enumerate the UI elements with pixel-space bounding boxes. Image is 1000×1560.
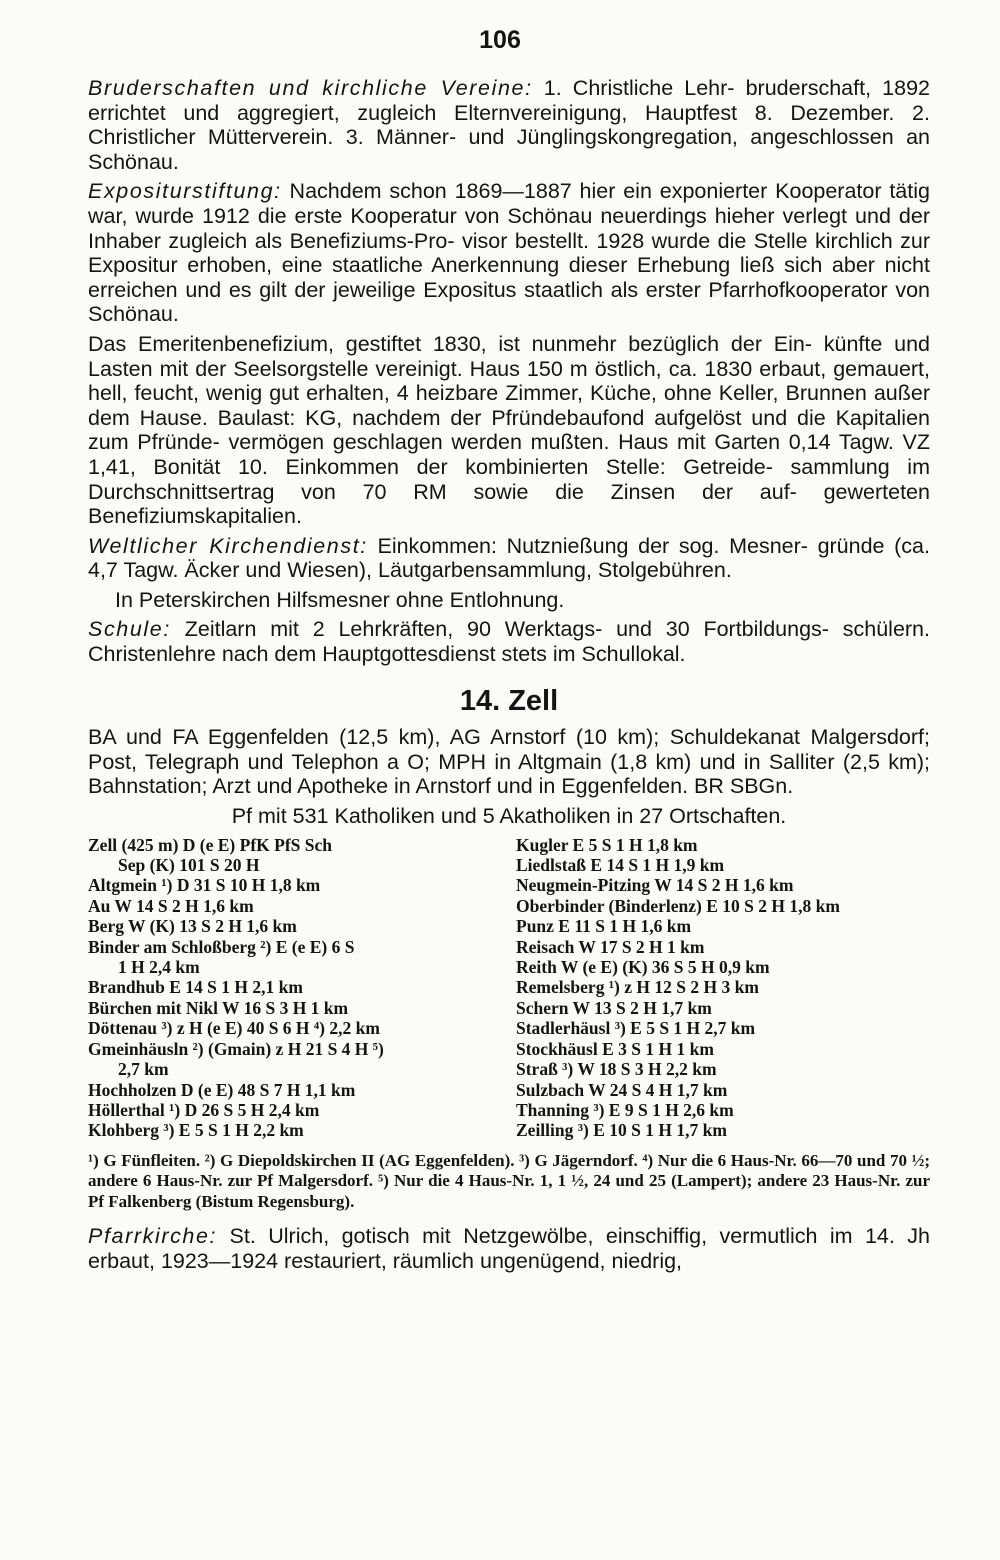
paragraph-kirchendienst xyxy=(88,534,930,583)
footnote-line: 4 Haus-Nr. 1, 1 ½, 24 und 25 (Lampert); andere 23 Haus-Nr. zur Pf Falkenberg (Bistum xyxy=(88,1171,931,1211)
text-line: Malgersdorf; Post, Telegraph und Telephon a O; MPH in Altgmain (1,8 km) xyxy=(88,725,930,774)
place-row: Höllerthal ¹) D 26 S 5 H 2,4 km xyxy=(88,1099,320,1120)
page-number: 106 xyxy=(479,26,521,54)
paragraph-bruderschaften xyxy=(88,76,930,174)
section-title: 14. Zell xyxy=(459,684,559,717)
place-row: 2,7 km xyxy=(118,1059,169,1080)
paragraph-expositurstiftung xyxy=(88,179,930,327)
text-line: Nachdem schon 1869—1887 hier ein exponierter xyxy=(289,179,768,204)
place-row: Kugler E 5 S 1 H 1,8 km xyxy=(516,834,698,855)
text-line: BA und FA Eggenfelden (12,5 km), AG Arnstorf (10 km); Schuldekanat xyxy=(88,725,800,750)
text-line: Jünglingskongregation, angeschlossen an Schönau. xyxy=(88,125,930,174)
place-row: Hochholzen D (e E) 48 S 7 H 1,1 km xyxy=(88,1079,356,1100)
page-body xyxy=(88,76,930,1278)
place-row: Brandhub E 14 S 1 H 2,1 km xyxy=(88,977,303,998)
text-line: gewerteten Benefiziumskapitalien. xyxy=(88,479,930,529)
place-row: Döttenau ³) z H (e E) 40 S 6 H ⁴) 2,2 km xyxy=(88,1018,380,1039)
places-column-right xyxy=(516,835,930,1141)
paragraph-section-intro xyxy=(88,725,930,799)
text-line: und in Eggenfelden. BR SBGn. xyxy=(496,774,794,799)
place-row: Schern W 13 S 2 H 1,7 km xyxy=(516,997,712,1018)
place-row: Zell (425 m) D (e E) PfK PfS Sch xyxy=(88,834,332,855)
place-row: Gmeinhäusln ²) (Gmain) z H 21 S 4 H ⁵) xyxy=(88,1038,384,1059)
text-line: schülern. Christenlehre nach dem Hauptgottesdienst stets im Schullokal. xyxy=(88,617,930,667)
places-column-left xyxy=(88,835,500,1141)
text-line: Hauptfest 8. Dezember. 2. Christlicher Mütterverein. 3. Männer- und xyxy=(88,100,930,150)
text-line: 1. Christliche Lehr- xyxy=(543,76,735,100)
label-kirchendienst: Weltlicher Kirchendienst: xyxy=(88,533,368,558)
label-bruderschaften: Bruderschaften und kirchliche Vereine: xyxy=(88,76,533,100)
place-row: Liedlstaß E 14 S 1 H 1,9 km xyxy=(516,855,725,876)
text-line: im 14. Jh erbaut, 1923—1924 restauriert, räumlich ungenügend, niedrig, xyxy=(88,1224,930,1273)
footnote-line: die 6 Haus-Nr. 66—70 und 70 ½; andere 6 Haus-Nr. zur Pf Malgersdorf. ⁵) Nur die xyxy=(88,1150,930,1191)
label-expositurstiftung: Expositurstiftung: xyxy=(88,179,282,204)
place-row: Sep (K) 101 S 20 H xyxy=(118,855,260,876)
paragraph-summary: Pf mit 531 Katholiken und 5 Akatholiken in 27 Ortschaften. xyxy=(231,804,787,829)
place-row: Oberbinder (Binderlenz) E 10 S 2 H 1,8 km xyxy=(516,895,840,916)
text-line: VZ 1,41, Bonität 10. Einkommen der kombinierten Stelle: Getreide- xyxy=(88,430,930,479)
place-row: Altgmein ¹) D 31 S 10 H 1,8 km xyxy=(88,875,321,896)
text-line: eine staatliche Anerkennung dieser Erhebung ließ sich aber nicht erreichen xyxy=(88,253,930,302)
place-row: Zeilling ³) E 10 S 1 H 1,7 km xyxy=(516,1120,727,1141)
place-row: Klohberg ³) E 5 S 1 H 2,2 km xyxy=(88,1120,304,1141)
place-row: Au W 14 S 2 H 1,6 km xyxy=(88,895,254,916)
text-line: St. Ulrich, gotisch mit Netzgewölbe, einschiffig, vermutlich xyxy=(229,1224,818,1249)
place-row: Bürchen mit Nikl W 16 S 3 H 1 km xyxy=(88,997,349,1018)
text-line: Zeitlarn mit 2 Lehrkräften, 90 Werktags- und 30 Fortbildungs- xyxy=(184,617,829,642)
text-line: und in Salliter (2,5 km); Bahnstation; Arzt und Apotheke in Arnstorf xyxy=(88,749,930,799)
place-row: Punz E 11 S 1 H 1,6 km xyxy=(516,916,692,937)
text-line: Das Emeritenbenefizium, gestiftet 1830, ist nunmehr bezüglich der Ein- xyxy=(88,331,812,356)
paragraph-emeritenbenefizium xyxy=(88,332,930,529)
paragraph-hilfsmesner: In Peterskirchen Hilfsmesner ohne Entlohnung. xyxy=(115,587,565,612)
footnotes xyxy=(88,1151,930,1213)
text-line: gründe (ca. 4,7 Tagw. Äcker und Wiesen), Läutgarbensammlung, Stolgebühren. xyxy=(88,533,930,583)
paragraph-schule xyxy=(88,617,930,666)
text-line: und es gilt der jeweilige Expositus staatlich als erster Pfarrhofkooperator xyxy=(185,277,888,302)
text-line: Einkommen: Nutznießung der sog. Mesner- xyxy=(377,533,808,558)
text-line: von Schönau. xyxy=(88,277,930,327)
text-line: neuerdings hieher verlegt und der Inhaber zugleich als Benefiziums-Pro- xyxy=(88,203,930,253)
footnote-line: Regensburg). xyxy=(257,1191,355,1211)
text-line: sammlung im Durchschnittsertrag von 70 RM sowie die Zinsen der auf- xyxy=(88,454,930,504)
paragraph-pfarrkirche xyxy=(88,1224,930,1273)
place-row: Straß ³) W 18 S 3 H 2,2 km xyxy=(516,1059,717,1080)
text-line: nachdem der Pfründebaufond aufgelöst und die Kapitalien zum Pfründe- xyxy=(88,405,930,455)
footnote-line: ¹) G Fünfleiten. ²) G Diepoldskirchen II (AG Eggenfelden). ³) G Jägerndorf. ⁴) Nur xyxy=(88,1150,687,1170)
place-row: 1 H 2,4 km xyxy=(118,957,200,978)
text-line: ca. 1830 erbaut, gemauert, hell, feucht, wenig gut erhalten, 4 heizbare xyxy=(88,356,931,406)
place-row: Berg W (K) 13 S 2 H 1,6 km xyxy=(88,916,297,937)
text-line: bruderschaft, 1892 errichtet und aggregiert, zugleich Elternvereinigung, xyxy=(88,76,930,125)
text-line: Kooperator tätig war, wurde 1912 die erste Kooperatur von Schönau xyxy=(88,179,930,228)
place-row: Binder am Schloßberg ²) E (e E) 6 S xyxy=(88,936,355,957)
place-row: Remelsberg ¹) z H 12 S 2 H 3 km xyxy=(516,977,759,998)
text-line: vermögen geschlagen werden mußten. Haus mit Garten 0,14 Tagw. xyxy=(228,430,894,455)
place-row: Sulzbach W 24 S 4 H 1,7 km xyxy=(516,1079,728,1100)
label-schule: Schule: xyxy=(88,617,171,642)
places-list xyxy=(88,835,930,1141)
place-row: Reisach W 17 S 2 H 1 km xyxy=(516,936,705,957)
label-pfarrkirche: Pfarrkirche: xyxy=(88,1224,218,1249)
text-line: künfte und Lasten mit der Seelsorgstelle vereinigt. Haus 150 m östlich, xyxy=(88,331,930,381)
text-line: visor bestellt. 1928 wurde die Stelle kirchlich zur Expositur erhoben, xyxy=(88,228,930,278)
place-row: Stockhäusl E 3 S 1 H 1 km xyxy=(516,1038,714,1059)
text-line: Zimmer, Küche, ohne Keller, Brunnen außer dem Hause. Baulast: KG, xyxy=(88,381,930,430)
place-row: Stadlerhäusl ³) E 5 S 1 H 2,7 km xyxy=(516,1018,756,1039)
place-row: Reith W (e E) (K) 36 S 5 H 0,9 km xyxy=(516,957,770,978)
place-row: Thanning ³) E 9 S 1 H 2,6 km xyxy=(516,1099,734,1120)
place-row: Neugmein-Pitzing W 14 S 2 H 1,6 km xyxy=(516,875,794,896)
